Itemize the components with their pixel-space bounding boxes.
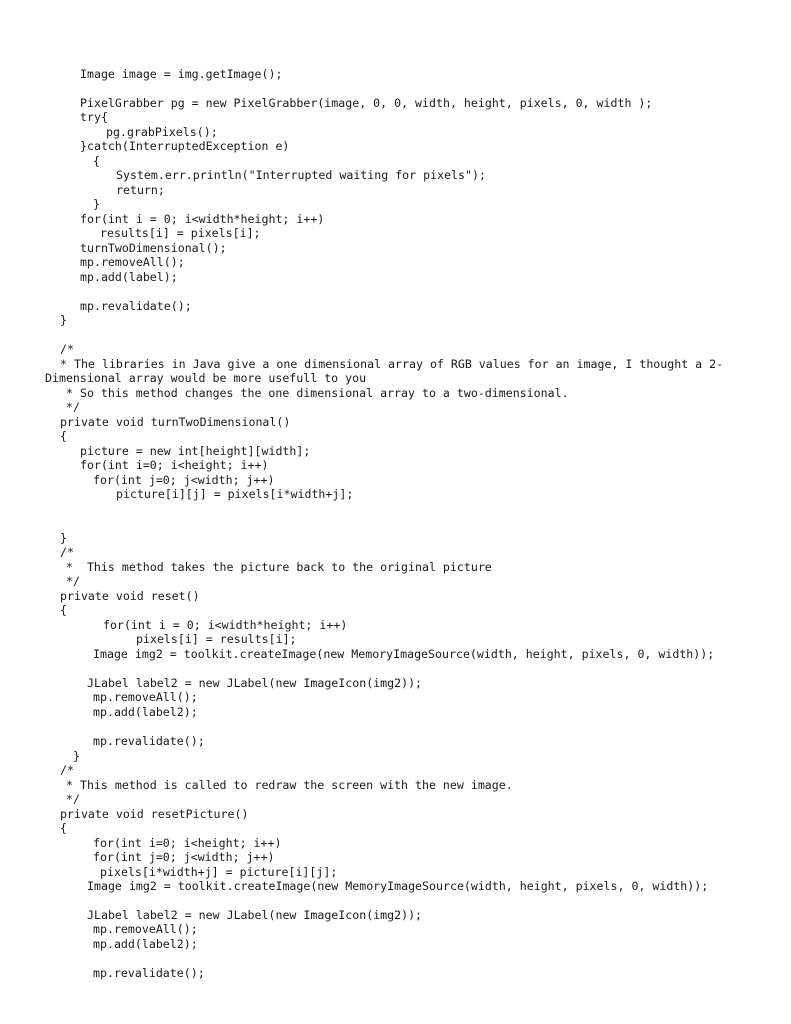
code-line: }catch(InterruptedException e) bbox=[80, 139, 290, 153]
code-line: /* bbox=[60, 545, 74, 559]
code-line: } bbox=[60, 313, 67, 327]
code-line: mp.removeAll(); bbox=[93, 922, 198, 936]
code-line: Dimensional array would be more usefull to you bbox=[45, 371, 367, 385]
code-line: turnTwoDimensional(); bbox=[80, 241, 227, 255]
code-line: private void turnTwoDimensional() bbox=[60, 415, 291, 429]
code-line: pixels[i] = results[i]; bbox=[136, 632, 297, 646]
code-line: * The libraries in Java give a one dimensional array of RGB values for an image, I thought a 2- bbox=[60, 357, 724, 371]
code-line: { bbox=[60, 603, 67, 617]
code-line: /* bbox=[60, 763, 74, 777]
code-line: PixelGrabber pg = new PixelGrabber(image, 0, 0, width, height, pixels, 0, width ); bbox=[80, 96, 653, 110]
code-line: } bbox=[93, 197, 100, 211]
code-line: } bbox=[60, 531, 67, 545]
code-line: for(int j=0; j<width; j++) bbox=[93, 850, 275, 864]
code-line: */ bbox=[66, 400, 80, 414]
code-line: for(int i = 0; i<width*height; i++) bbox=[80, 212, 325, 226]
code-line: mp.revalidate(); bbox=[93, 734, 205, 748]
code-line: */ bbox=[66, 574, 80, 588]
code-line: * So this method changes the one dimensional array to a two-dimensional. bbox=[66, 386, 569, 400]
code-line: Image image = img.getImage(); bbox=[80, 67, 283, 81]
code-line: mp.add(label2); bbox=[93, 705, 198, 719]
code-line: /* bbox=[60, 342, 74, 356]
code-line: * This method takes the picture back to the original picture bbox=[66, 560, 492, 574]
code-line: mp.add(label); bbox=[80, 270, 178, 284]
code-line: * This method is called to redraw the screen with the new image. bbox=[66, 778, 513, 792]
code-line: private void reset() bbox=[60, 589, 200, 603]
code-line: JLabel label2 = new JLabel(new ImageIcon(img2)); bbox=[87, 908, 423, 922]
code-line: */ bbox=[66, 792, 80, 806]
code-line: for(int i = 0; i<width*height; i++) bbox=[103, 618, 348, 632]
code-line: Image img2 = toolkit.createImage(new MemoryImageSource(width, height, pixels, 0, width)); bbox=[87, 879, 709, 893]
code-line: JLabel label2 = new JLabel(new ImageIcon(img2)); bbox=[87, 676, 423, 690]
code-line: mp.removeAll(); bbox=[80, 255, 185, 269]
code-line: for(int j=0; j<width; j++) bbox=[93, 473, 275, 487]
code-line: pixels[i*width+j] = picture[i][j]; bbox=[100, 865, 338, 879]
code-line: for(int i=0; i<height; i++) bbox=[80, 458, 269, 472]
code-line: private void resetPicture() bbox=[60, 807, 249, 821]
code-line: results[i] = pixels[i]; bbox=[100, 226, 261, 240]
code-line: picture[i][j] = pixels[i*width+j]; bbox=[116, 487, 354, 501]
code-line: { bbox=[60, 429, 67, 443]
code-line: mp.removeAll(); bbox=[93, 690, 198, 704]
code-line: mp.revalidate(); bbox=[80, 299, 192, 313]
code-line: } bbox=[73, 749, 80, 763]
code-line: pg.grabPixels(); bbox=[106, 125, 218, 139]
code-line: return; bbox=[116, 183, 165, 197]
code-line: picture = new int[height][width]; bbox=[80, 444, 311, 458]
code-line: mp.add(label2); bbox=[93, 937, 198, 951]
code-line: { bbox=[60, 821, 67, 835]
code-line: try{ bbox=[80, 110, 108, 124]
code-line: Image img2 = toolkit.createImage(new MemoryImageSource(width, height, pixels, 0, width)); bbox=[93, 647, 715, 661]
code-line: { bbox=[93, 154, 100, 168]
code-line: for(int i=0; i<height; i++) bbox=[93, 836, 282, 850]
code-line: mp.revalidate(); bbox=[93, 966, 205, 980]
code-line: System.err.println("Interrupted waiting for pixels"); bbox=[116, 168, 486, 182]
